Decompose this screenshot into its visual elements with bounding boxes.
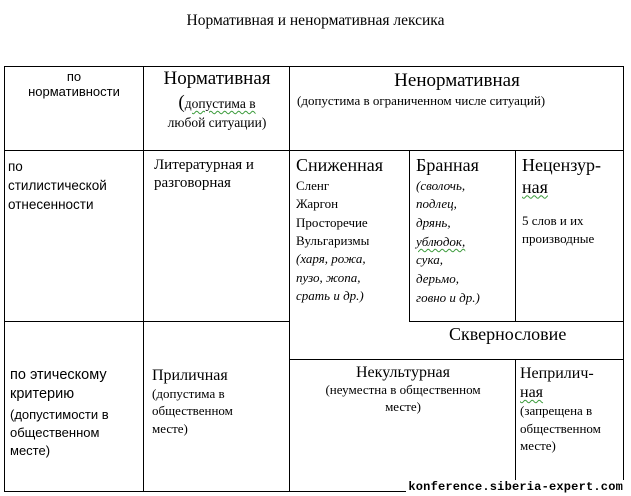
reduced-item: Вульгаризмы <box>296 232 370 248</box>
indecent-title-line: Неприлич- <box>520 365 594 382</box>
normative-header <box>145 68 289 131</box>
swear-example: дерьмо, <box>416 271 459 287</box>
swear-cell <box>416 155 514 308</box>
indecent-note <box>520 402 622 454</box>
obscene-note-line: 5 слов и их <box>522 213 584 229</box>
grid-line <box>289 66 290 492</box>
row-header-ethical-title <box>10 366 142 404</box>
obscene-title <box>522 155 622 198</box>
row-header-line: стилистической <box>8 177 107 193</box>
reduced-title: Сниженная <box>296 155 383 175</box>
obscene-note-line: производные <box>522 230 595 246</box>
reduced-item: Жаргон <box>296 196 339 212</box>
row-header-stylistic <box>8 158 142 215</box>
obscene-title-line: Нецензур- <box>522 155 601 175</box>
nonnormative-note-text: (допустима в ограниченном числе ситуаций) <box>297 92 546 108</box>
normative-note-line: любой ситуации) <box>167 114 267 130</box>
reduced-cell <box>296 155 408 306</box>
normative-title: Нормативная <box>163 68 271 89</box>
decent-note-line: общественном <box>152 403 233 419</box>
uncultured-note <box>291 382 515 416</box>
row-header-line: общественном <box>10 424 100 440</box>
reduced-items <box>296 177 408 306</box>
grid-line <box>515 150 516 321</box>
reduced-item: Просторечие <box>296 214 368 230</box>
swear-example: сука, <box>416 252 443 268</box>
page-title: Нормативная и ненормативная лексика <box>186 12 445 29</box>
swear-example: (сволочь, <box>416 177 466 193</box>
row-header-normativity <box>6 70 142 100</box>
grid-line <box>409 150 410 321</box>
swear-title: Бранная <box>416 155 479 175</box>
literary-line: Литературная и <box>154 157 254 173</box>
indecent-note-line: общественном <box>520 420 601 436</box>
swear-example: говно и др.) <box>416 289 480 305</box>
grid-line <box>289 359 624 360</box>
row-header-ethical-note <box>10 406 142 460</box>
obscene-cell <box>522 155 622 247</box>
grid-line <box>143 66 144 492</box>
row-header-ethical <box>10 366 142 460</box>
normative-note <box>145 91 289 132</box>
indecent-cell <box>520 364 622 454</box>
uncultured-cell <box>291 363 515 416</box>
grid-line <box>515 359 516 492</box>
literary-colloquial <box>154 156 288 192</box>
foul-language: Сквернословие <box>449 324 567 344</box>
indecent-note-line: (запрещена в <box>520 403 593 419</box>
row-header-line: критерию <box>10 385 75 402</box>
watermark: konference.siberia-expert.com <box>408 480 623 494</box>
decent-cell <box>152 366 288 437</box>
literary-line: разговорная <box>154 175 231 191</box>
decent-note <box>152 385 288 437</box>
row-header-line: по этическому <box>10 367 107 383</box>
row-header-line: отнесенности <box>8 196 94 212</box>
decent-note-line: месте) <box>152 420 188 436</box>
swear-example: дрянь, <box>416 215 451 231</box>
reduced-example: (харя, рожа, <box>296 251 366 267</box>
swear-example: ублюдок, <box>416 233 466 249</box>
grid-line <box>409 321 624 322</box>
nonnormative-header <box>291 70 623 109</box>
row-header-line: по <box>8 159 23 174</box>
decent-note-line: (допустима в <box>152 386 225 402</box>
uncultured-title: Некультурная <box>356 364 450 381</box>
normative-note-line: допустима в <box>184 95 256 111</box>
row-header-line: (допустимости в <box>10 406 109 422</box>
reduced-item: Сленг <box>296 177 330 193</box>
uncultured-note-line: (неуместна в общественном <box>325 382 481 398</box>
row-header-line: нормативности <box>28 83 120 99</box>
reduced-example: срать и др.) <box>296 288 364 304</box>
indecent-note-line: месте) <box>520 437 556 453</box>
nonnormative-note <box>291 94 623 109</box>
paren: ( <box>178 91 185 113</box>
reduced-example: пузо, жопа, <box>296 269 361 285</box>
grid-line <box>4 150 624 151</box>
uncultured-note-line: месте) <box>385 399 421 415</box>
reduced-examples <box>296 250 408 305</box>
row-header-line: месте) <box>10 442 51 458</box>
swear-examples <box>416 177 514 308</box>
grid-line <box>4 321 290 322</box>
indecent-title <box>520 364 622 402</box>
nonnormative-title: Ненормативная <box>394 70 520 91</box>
decent-title: Приличная <box>152 367 228 384</box>
obscene-title-line: ная <box>522 176 548 197</box>
indecent-title-line: ная <box>520 384 544 402</box>
obscene-note <box>522 212 622 247</box>
row-header-line: по <box>66 69 82 84</box>
swear-example: подлец, <box>416 196 457 212</box>
